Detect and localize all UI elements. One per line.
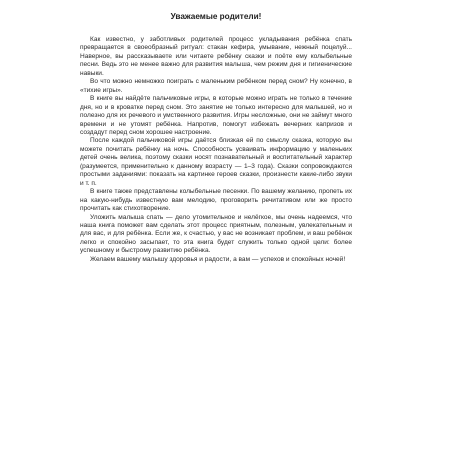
paragraph: В книге также представлены колыбельные песенки. По вашему желанию, пропеть их на какую-нибудь известную вам мелодию, проговорить речитативом или же просто прочитать как стихотворение. <box>80 188 352 213</box>
document-body <box>80 36 352 264</box>
paragraph: Как известно, у заботливых родителей процесс укладывания ребёнка спать превращается в своеобразный ритуал: стакан кефира, умывание, нежный поцелуй... Наверное, вы рассказываете или читаете ребёнку сказки и поёте ему колыбельные песни. Ведь это не менее важно для развития малыша, чем режим дня и гигиенические навыки. <box>80 36 352 77</box>
paragraph: Желаем вашему малышу здоровья и радости, а вам — успехов и спокойных ночей! <box>90 255 346 263</box>
paragraph: Уложить малыша спать — дело утомительное и нелёгкое, мы очень надеемся, что наша книга поможет вам сделать этот процесс приятным, полезным, увлекательным и для вас, и для ребёнка. Если же, к счастью, у вас не возникает проблем, и ваш ребёнок легко и спокойно засыпает, то эта книга будет служить только одной цели: более успешному и быстрому развитию ребёнка. <box>80 213 352 255</box>
paragraph: В книге вы найдёте пальчиковые игры, в которые можно играть не только в течение дня, но и в кроватке перед сном. Это занятие не только интересно для малышей, но и полезно для их речевого и умственного развития. Игры несложные, они не займут много времени и не утомят ребёнка. Напротив, помогут избежать вечерних капризов и создадут перед сном хорошее настроение. <box>80 95 352 136</box>
page-title: Уважаемые родители! <box>170 12 262 21</box>
paragraph: Во что можно немножко поиграть с маленьким ребёнком перед сном? Ну конечно, в «тихие игры». <box>80 78 352 94</box>
paragraph: После каждой пальчиковой игры даётся близкая ей по смыслу сказка, которую вы можете почитать ребёнку на ночь. Способность усваивать информацию у маленьких детей очень велика, поэтому сказки носят познавательный и воспитательный характер (разумеется, применительно к данному возрасту — 1–3 года). Сказки сопровождаются простыми заданиями: показать на картинке героев сказки, произнести какие-либо звуки и т. п. <box>80 137 352 187</box>
